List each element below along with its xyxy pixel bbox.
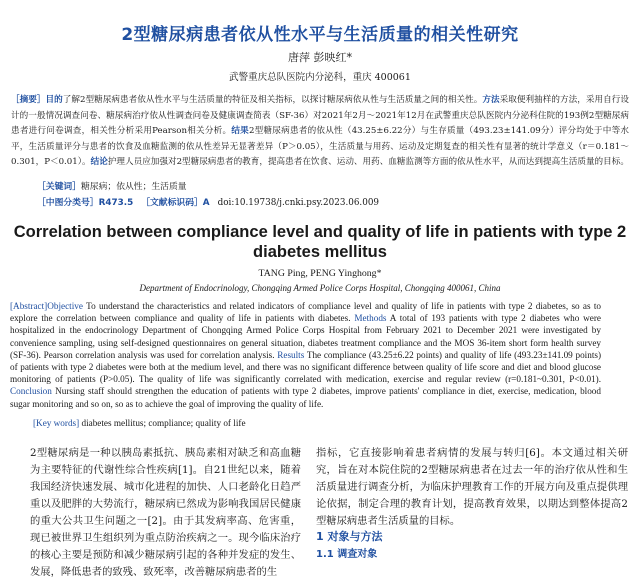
en-objective-label: Objective xyxy=(47,301,83,311)
chinese-authors: 唐萍 彭映红* xyxy=(288,51,352,64)
english-authors: TANG Ping, PENG Yinghong* xyxy=(258,268,382,279)
subsection-heading: 1.1 调查对象 xyxy=(316,549,378,560)
methods-text: 采取便利抽样的方法，采用自行设计的一般情况调查问卷、糖尿病治疗依从性调查问卷及健康调查简表（SF-36）对2021年2月～2021年12月在武警重庆总队医院内分泌科住院的193例2型糖尿病患者进行问卷调查，相关性分析采用Pearson相关分析。 xyxy=(11,95,629,136)
section-heading: 1 对象与方法 xyxy=(316,530,383,543)
en-methods-text: A total of 193 patients with type 2 diabetes who were hospitalized in the endocrinology Department of Chongqing Armed Police Corps Hospital from February 2021 to December 2021 were investigated by convenience sampling, using self-designed questionnaires on general situation, diabetes treatment compliance and the MOS 36-item short form health survey (SF-36). Pearson correlation analysis was used for correlation analysis. xyxy=(10,313,601,360)
methods-label: 方法 xyxy=(482,95,500,105)
keywords-label: ［关键词］ xyxy=(37,182,81,192)
keywords-text: 糖尿病；依从性；生活质量 xyxy=(81,182,187,192)
class-label: ［中图分类号］ xyxy=(37,198,99,208)
body-right-column xyxy=(316,445,628,530)
chinese-keywords xyxy=(37,179,187,192)
en-results-text: The compliance (43.25±6.22 points) and quality of life (493.23±141.09 points) of patients with type 2 diabetes were both at the medium level, and there was no significant difference between quality of life score and diet and blood glucose monitoring of patients (P>0.05). The quality of life was significantly correlated with medication, exercise and regular review (r=0.181~0.301, P<0.01). xyxy=(10,349,602,385)
results-text: 2型糖尿病患者的依从性（43.25±6.22分）与生存质量（493.23±141.09分）评分均处于中等水平，生活质量评分与患者的饮食及血糖监测的依从性差异无显著差异（P＞0.05），生活质量与用药、运动及定期复查的相关性有显著的统计学意义（r＝0.181～0.301，P＜0.01）。 xyxy=(11,126,629,167)
english-abstract xyxy=(10,300,601,410)
abstract-label: ［摘要］目的 xyxy=(11,95,63,105)
chinese-abstract xyxy=(11,93,629,171)
en-keywords-text: diabetes mellitus; compliance; quality of life xyxy=(79,418,246,428)
english-keywords xyxy=(33,418,246,428)
body-right-paragraph: 指标，它直接影响着患者病情的发展与转归[6]。本文通过相关研究，旨在对本院住院的2型糖尿病患者在过去一年的治疗依从性和生活质量进行调查分析，为临床护理教育工作的开展方向及重点提供理论依据，制定合理的教育计划，提高教育效果，以期达到整体提高2型糖尿病患者生活质量的目标。 xyxy=(316,447,628,527)
classification-line xyxy=(37,195,379,208)
en-results-label: Results xyxy=(277,349,305,360)
en-conclusion-label: Conclusion xyxy=(10,386,52,397)
body-left-column xyxy=(10,445,301,581)
class-value: R473.5 xyxy=(98,198,134,208)
doc-code-value: A xyxy=(202,198,210,208)
doc-code-label: ［文献标识码］ xyxy=(141,198,203,208)
body-left-paragraph: 2型糖尿病是一种以胰岛素抵抗、胰岛素相对缺乏和高血糖为主要特征的代谢性综合性疾病[1]。自21世纪以来，随着我国经济快速发展、城市化进程的加快、人口老龄化日趋严重以及肥胖的大势流行，糖尿病已然成为影响我国居民健康的重大公共卫生问题之一[2]。由于其发病率高、危害重，现已被世界卫生组织列为重点防治疾病之一。现今临床治疗的核心主要是预防和减少糖尿病引起的各种并发症的发生、发展，降低患者的致残、致死率，改善糖尿病患者的生 xyxy=(30,447,301,578)
results-label: 结果 xyxy=(231,126,249,136)
english-title: Correlation between compliance level and quality of life in patients with type 2 diabetes mellitus xyxy=(13,223,627,261)
chinese-title: 2型糖尿病患者依从性水平与生活质量的相关性研究 xyxy=(121,25,519,45)
en-objective-text: To understand the characteristics and related indicators of compliance level and quality of life in patients with type 2 diabetes, so as to explore the correlation between compliance and quality of life in patients with diabetes. xyxy=(10,301,601,324)
en-keywords-label: [Key words] xyxy=(33,418,80,428)
doi: doi:10.19738/j.cnki.psy.2023.06.009 xyxy=(217,198,380,208)
english-affiliation: Department of Endocrinology, Chongqing Armed Police Corps Hospital, Chongqing 400061, China xyxy=(139,283,501,293)
en-methods-label: Methods xyxy=(354,313,387,324)
conclusion-text: 护理人员应加强对2型糖尿病患者的教育，提高患者在饮食、运动、用药、血糖监测等方面的依从性水平，从而达到提高生活质量的目标。 xyxy=(107,157,629,167)
chinese-affiliation: 武警重庆总队医院内分泌科，重庆 400061 xyxy=(229,72,411,83)
abstract-intro: 了解2型糖尿病患者依从性水平与生活质量的特征及相关指标，以探讨糖尿病依从性与生活质量之间的相关性。 xyxy=(62,95,483,105)
conclusion-label: 结论 xyxy=(90,157,108,167)
en-conclusion-text: Nursing staff should strengthen the education of patients with type 2 diabetes, improve patients' compliance in diet, exercise, medication, blood sugar monitoring and so on, so as to achieve the goal of improving the quality of life. xyxy=(10,386,601,409)
en-abstract-label: [Abstract] xyxy=(10,301,48,311)
